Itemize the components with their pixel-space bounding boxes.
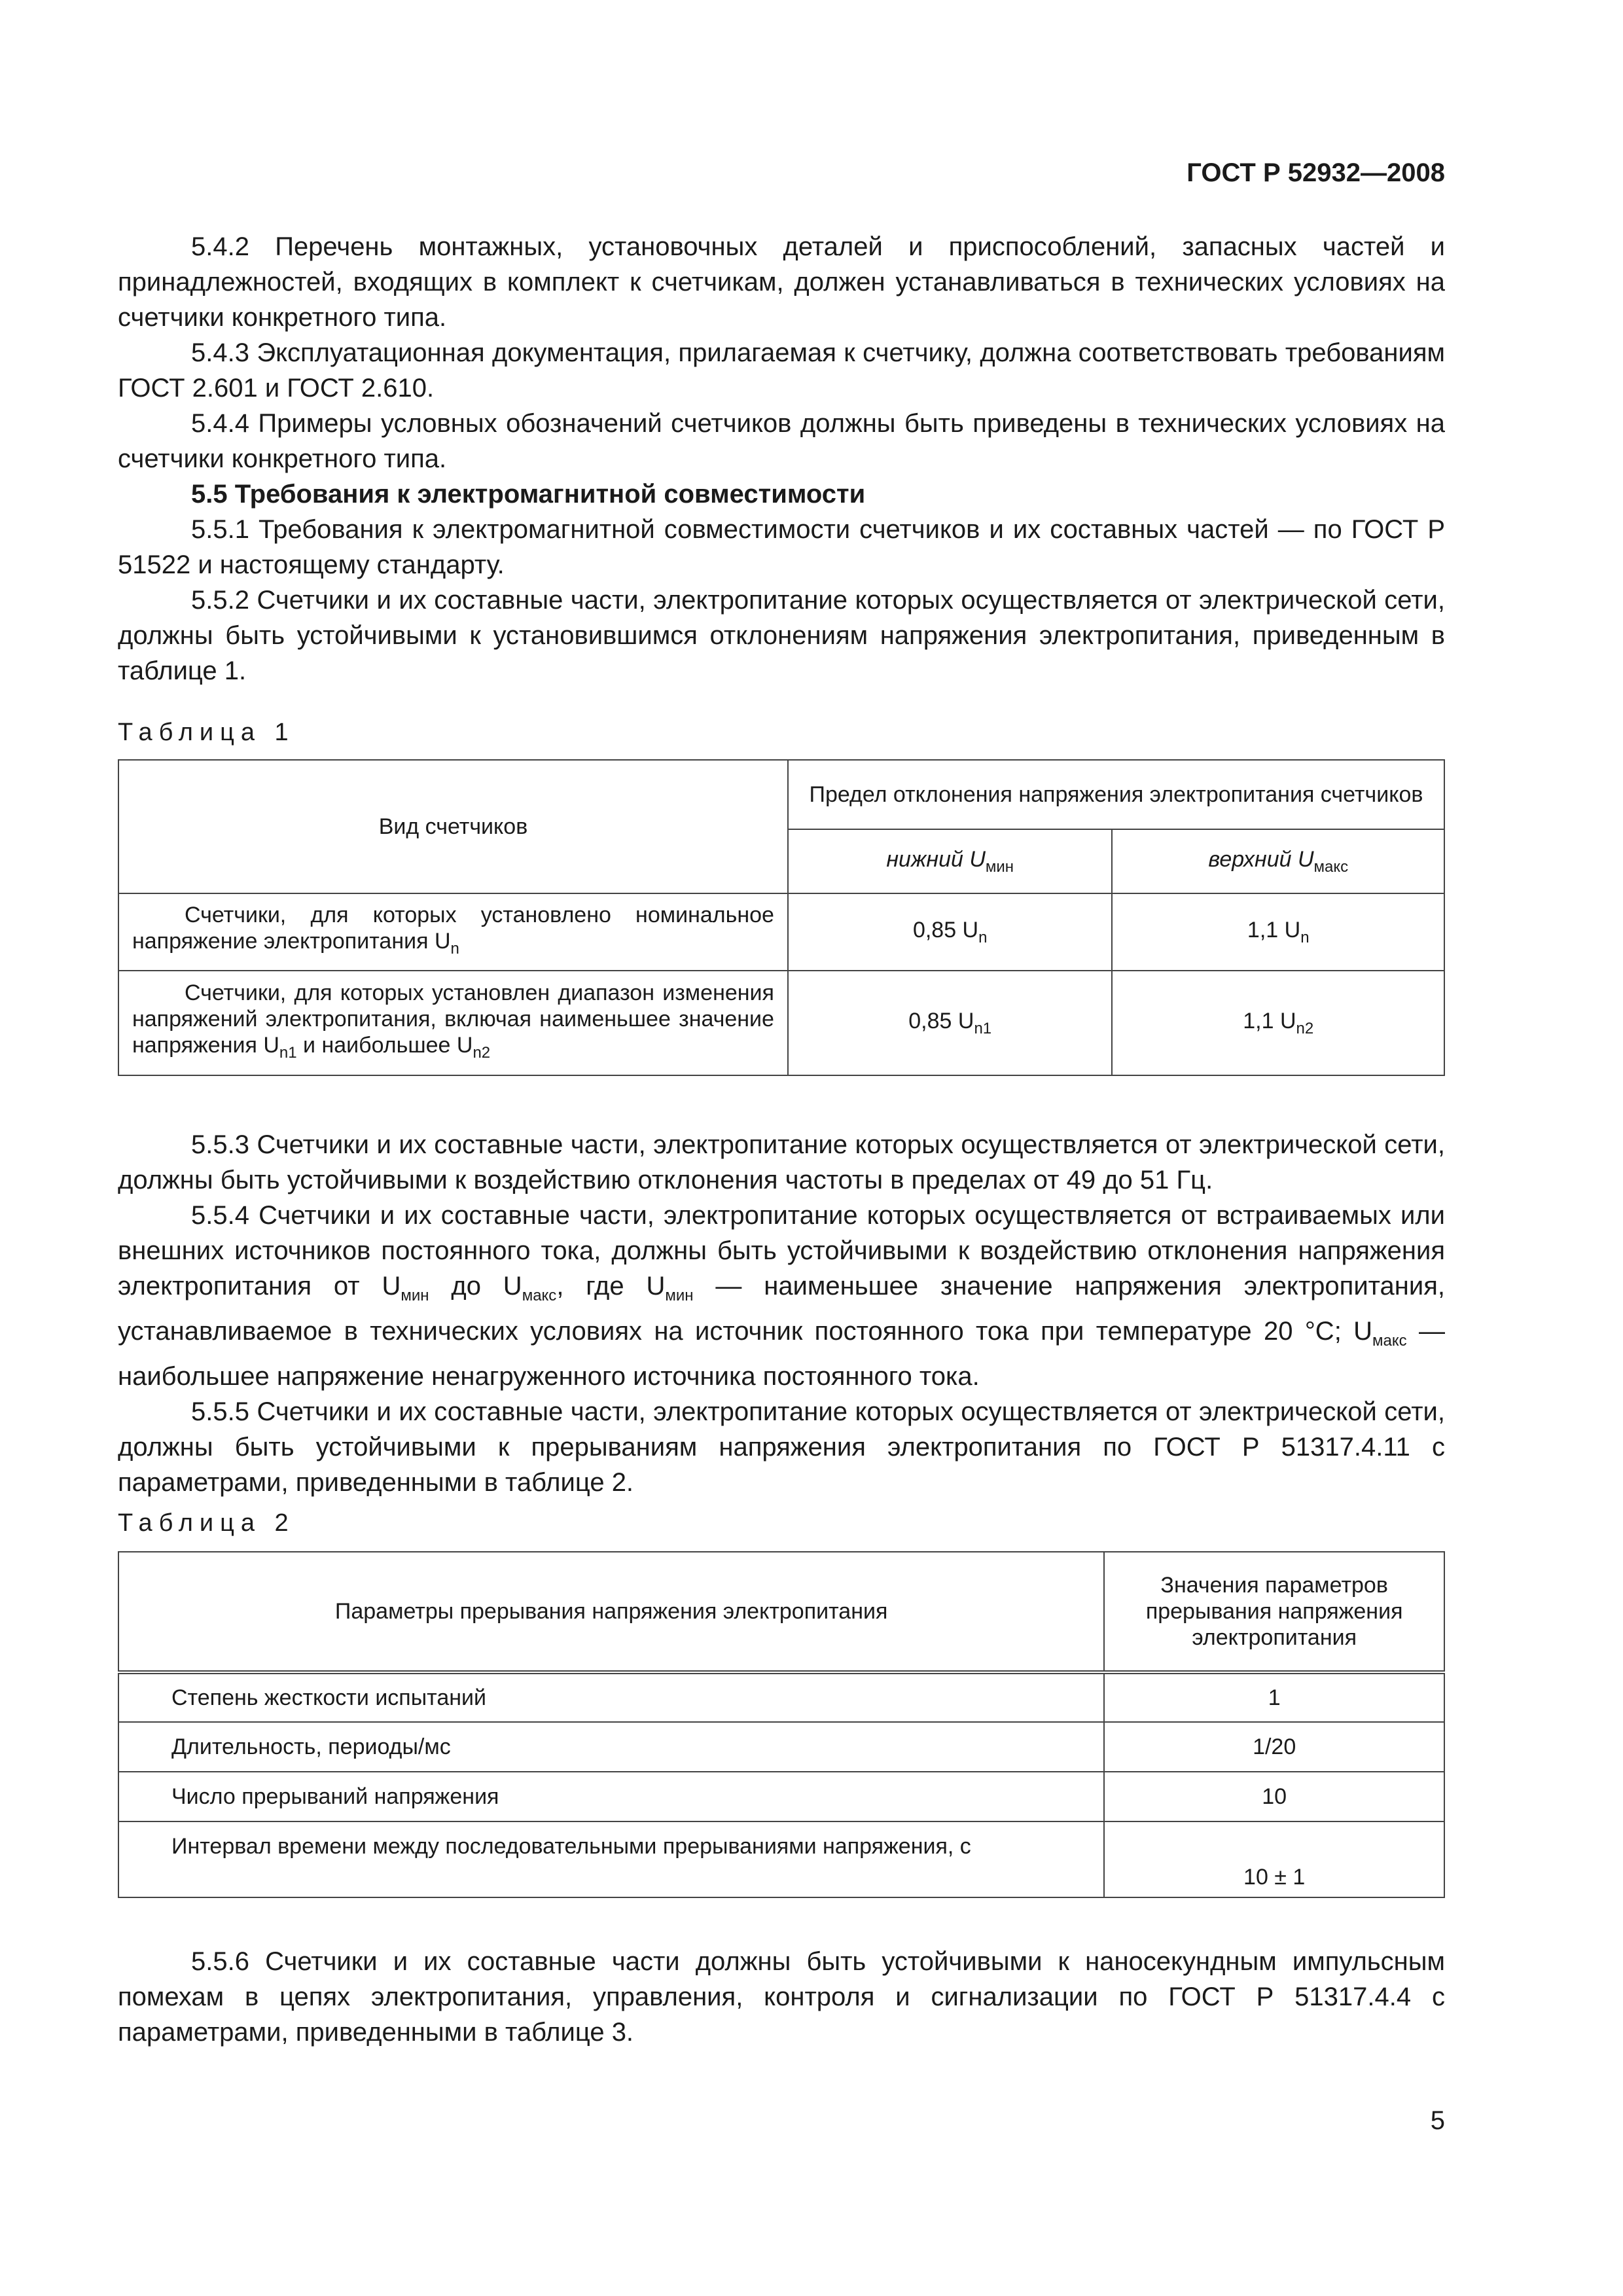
table-1-header-limit: Предел отклонения напряжения электропитания счетчиков xyxy=(788,760,1444,829)
document-page xyxy=(118,0,1445,2296)
paragraph-5-5-3: 5.5.3 Счетчики и их составные части, электропитание которых осуществляется от электрической сети, должны быть устойчивыми к воздействию отклонения частоты в пределах от 49 до 51 Гц. xyxy=(118,1130,1445,1194)
table-1-row2-kind: Счетчики, для которых установлен диапазон изменения напряжений электропитания, включая наименьшее значение напряжения $U_{n1}$ и наибольшее $U_{n2}$ xyxy=(118,971,788,1075)
table-1-row2-upper: 1,1 $U_{n2}$ xyxy=(1112,971,1444,1075)
table-1-row1-upper: 1,1 $U_n$ xyxy=(1112,893,1444,971)
middle-paragraphs xyxy=(118,1127,1445,1500)
standard-header: ГОСТ Р 52932—2008 xyxy=(1186,158,1445,187)
table-1-row1-kind: Счетчики, для которых установлено номинальное напряжение электропитания $U_n$ xyxy=(118,893,788,971)
top-paragraphs xyxy=(118,229,1445,689)
table-2-row-param: Степень жесткости испытаний xyxy=(118,1672,1104,1722)
table-2 xyxy=(118,1551,1445,1898)
paragraph-5-5-4: 5.5.4 Счетчики и их составные части, электропитание которых осуществляется от встраиваемых или внешних источников постоянного тока, должны быть устойчивыми к воздействию отклонения напряжения электропитания от $U_{мин}$ до $U_{макс}$, где $U_{мин}$ — наименьшее значение напряжения электропитания, устанавливаемое в технических условиях на источник постоянного тока при температуре 20 °С; $U_{макс}$ — наибольшее напряжение ненагруженного источника постоянного тока. xyxy=(118,1201,1446,1391)
paragraph-5-4-4: 5.4.4 Примеры условных обозначений счетчиков должны быть приведены в технических условиях на счетчики конкретного типа. xyxy=(118,409,1445,473)
table-2-row-value: 1/20 xyxy=(1104,1722,1444,1772)
table-1-header-lower: нижний $U_{мин}$ xyxy=(788,829,1113,893)
section-heading-5-5: 5.5 Требования к электромагнитной совместимости xyxy=(191,480,866,509)
table-1-row1-lower: 0,85 $U_n$ xyxy=(788,893,1113,971)
table-1-caption: Таблица 1 xyxy=(118,719,295,746)
table-2-caption: Таблица 2 xyxy=(118,1509,295,1537)
table-2-header-params: Параметры прерывания напряжения электропитания xyxy=(118,1552,1104,1672)
table-2-header-values: Значения параметров прерывания напряжения электропитания xyxy=(1104,1552,1444,1672)
table-2-row-value: 10 ± 1 xyxy=(1104,1821,1444,1897)
paragraph-5-5-1: 5.5.1 Требования к электромагнитной совместимости счетчиков и их составных частей — по ГОСТ Р 51522 и настоящему стандарту. xyxy=(118,515,1445,579)
paragraph-5-4-3: 5.4.3 Эксплуатационная документация, прилагаемая к счетчику, должна соответствовать требованиям ГОСТ 2.601 и ГОСТ 2.610. xyxy=(118,338,1445,403)
table-2-row-value: 10 xyxy=(1104,1772,1444,1821)
table-2-row-param: Интервал времени между последовательными прерываниями напряжения, с xyxy=(118,1821,1104,1897)
paragraph-5-5-6: 5.5.6 Счетчики и их составные части должны быть устойчивыми к наносекундным импульсным помехам в цепях электропитания, управления, контроля и сигнализации по ГОСТ Р 51317.4.4 с параметрами, приведенными в таблице 3. xyxy=(118,1947,1445,2047)
table-1-header-upper: верхний $U_{макс}$ xyxy=(1112,829,1444,893)
table-2-row-param: Длительность, периоды/мс xyxy=(118,1722,1104,1772)
table-2-row-value: 1 xyxy=(1104,1672,1444,1722)
table-2-row-param: Число прерываний напряжения xyxy=(118,1772,1104,1821)
table-1 xyxy=(118,759,1445,1076)
paragraph-5-4-2: 5.4.2 Перечень монтажных, установочных деталей и приспособлений, запасных частей и принадлежностей, входящих в комплект к счетчикам, должен устанавливаться в технических условиях на счетчики конкретного типа. xyxy=(118,232,1445,332)
table-1-header-kind: Вид счетчиков xyxy=(118,760,788,893)
paragraph-5-5-5: 5.5.5 Счетчики и их составные части, электропитание которых осуществляется от электрической сети, должны быть устойчивыми к прерываниям напряжения электропитания по ГОСТ Р 51317.4.11 с параметрами, приведенными в таблице 2. xyxy=(118,1397,1445,1497)
bottom-paragraph-block xyxy=(118,1944,1445,2050)
page-number: 5 xyxy=(1430,2106,1445,2135)
paragraph-5-5-2: 5.5.2 Счетчики и их составные части, электропитание которых осуществляется от электрической сети, должны быть устойчивыми к установившимся отклонениям напряжения электропитания, приведенным в таблице 1. xyxy=(118,586,1445,685)
table-1-row2-lower: 0,85 $U_{n1}$ xyxy=(788,971,1113,1075)
